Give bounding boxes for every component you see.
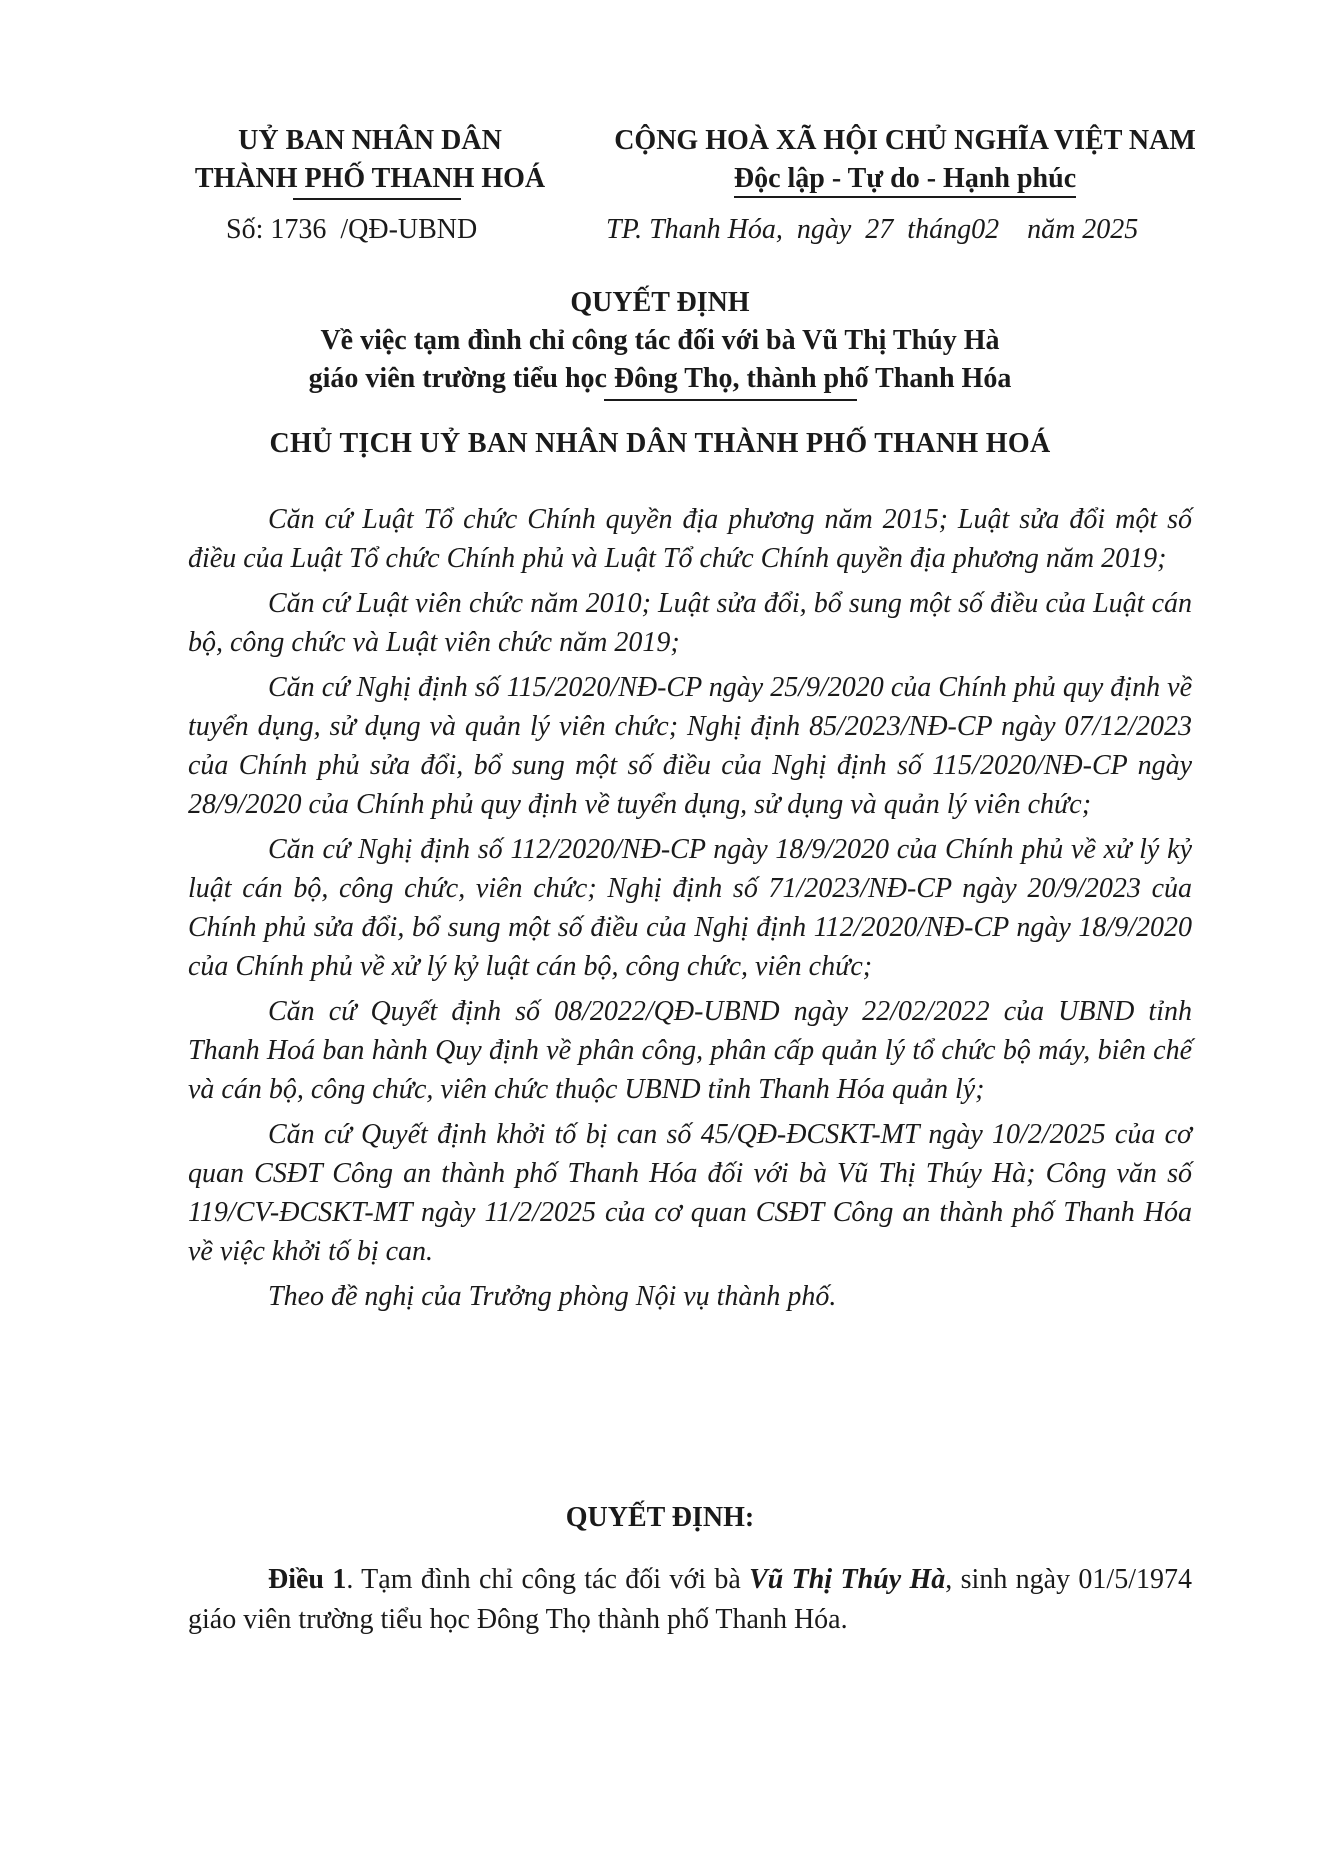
authority-heading: CHỦ TỊCH UỶ BAN NHÂN DÂN THÀNH PHỐ THANH HOÁ [269, 428, 1051, 459]
document-date: TP. Thanh Hóa, ngày 27 tháng02 năm 2025 [606, 214, 1139, 245]
issuing-authority-line1: UỶ BAN NHÂN DÂN [238, 125, 502, 156]
article-1-label: Điều 1 [268, 1564, 347, 1595]
article-1-person-name: Vũ Thị Thúy Hà [749, 1564, 946, 1595]
article-1-text-before: . Tạm đình chỉ công tác đối với bà [346, 1564, 750, 1595]
article-1-paragraph [188, 1560, 1192, 1640]
motto-line: Độc lập - Tự do - Hạnh phúc [734, 162, 1076, 198]
national-motto [590, 122, 1220, 198]
proposal-paragraph: Theo đề nghị của Trưởng phòng Nội vụ thành phố. [268, 1281, 837, 1312]
legal-basis-paragraph: Căn cứ Quyết định số 08/2022/QĐ-UBND ngày 22/02/2022 của UBND tỉnh Thanh Hoá ban hành Quy định về phân công, phân cấp quản lý tổ chức bộ máy, biên chế và cán bộ, công chức, viên chức thuộc UBND tỉnh Thanh Hóa quản lý; [188, 996, 1192, 1105]
legal-basis-paragraph: Căn cứ Luật Tổ chức Chính quyền địa phương năm 2015; Luật sửa đổi một số điều của Luật Tổ chức Chính phủ và Luật Tổ chức Chính quyền địa phương năm 2019; [188, 504, 1192, 574]
document-title [130, 284, 1190, 398]
title-line3: giáo viên trường tiểu học Đông Thọ, thành phố Thanh Hóa [309, 360, 1012, 398]
legal-basis-paragraph: Căn cứ Nghị định số 115/2020/NĐ-CP ngày 25/9/2020 của Chính phủ quy định về tuyển dụng, sử dụng và quản lý viên chức; Nghị định 85/2023/NĐ-CP ngày 07/12/2023 của Chính phủ sửa đổi, bổ sung một số điều của Nghị định số 115/2020/NĐ-CP ngày 28/9/2020 của Chính phủ quy định về tuyển dụng, sử dụng và quản lý viên chức; [188, 672, 1192, 820]
article-1-text-after: , sinh ngày 01/5/1974 giáo viên trường tiểu học Đông Thọ thành phố Thanh Hóa. [188, 1564, 1192, 1635]
legal-bases [188, 500, 1192, 1322]
legal-basis-paragraph: Căn cứ Nghị định số 112/2020/NĐ-CP ngày 18/9/2020 của Chính phủ về xử lý kỷ luật cán bộ, công chức, viên chức; Nghị định số 71/2023/NĐ-CP ngày 20/9/2023 của Chính phủ sửa đổi, bổ sung một số điều của Nghị định 112/2020/NĐ-CP ngày 18/9/2020 của Chính phủ về xử lý kỷ luật cán bộ, công chức, viên chức; [188, 834, 1192, 982]
national-name: CỘNG HOÀ XÃ HỘI CHỦ NGHĨA VIỆT NAM [614, 125, 1196, 156]
title-line2: Về việc tạm đình chỉ công tác đối với bà Vũ Thị Thúy Hà [320, 325, 1000, 356]
legal-basis-paragraph: Căn cứ Quyết định khởi tố bị can số 45/QĐ-ĐCSKT-MT ngày 10/2/2025 của cơ quan CSĐT Công an thành phố Thanh Hóa đối với bà Vũ Thị Thúy Hà; Công văn số 119/CV-ĐCSKT-MT ngày 11/2/2025 của cơ quan CSĐT Công an thành phố Thanh Hóa về việc khởi tố bị can. [188, 1119, 1192, 1267]
legal-basis-paragraph: Căn cứ Luật viên chức năm 2010; Luật sửa đổi, bổ sung một số điều của Luật cán bộ, công chức và Luật viên chức năm 2019; [188, 588, 1192, 658]
decision-heading: QUYẾT ĐỊNH: [565, 1502, 755, 1533]
issuing-authority-line2: THÀNH PHỐ THANH HOÁ [195, 160, 545, 198]
document-number: Số: 1736 /QĐ-UBND [226, 214, 478, 245]
title-line1: QUYẾT ĐỊNH [570, 287, 750, 318]
issuing-authority [170, 122, 570, 198]
article-1 [188, 1560, 1192, 1640]
